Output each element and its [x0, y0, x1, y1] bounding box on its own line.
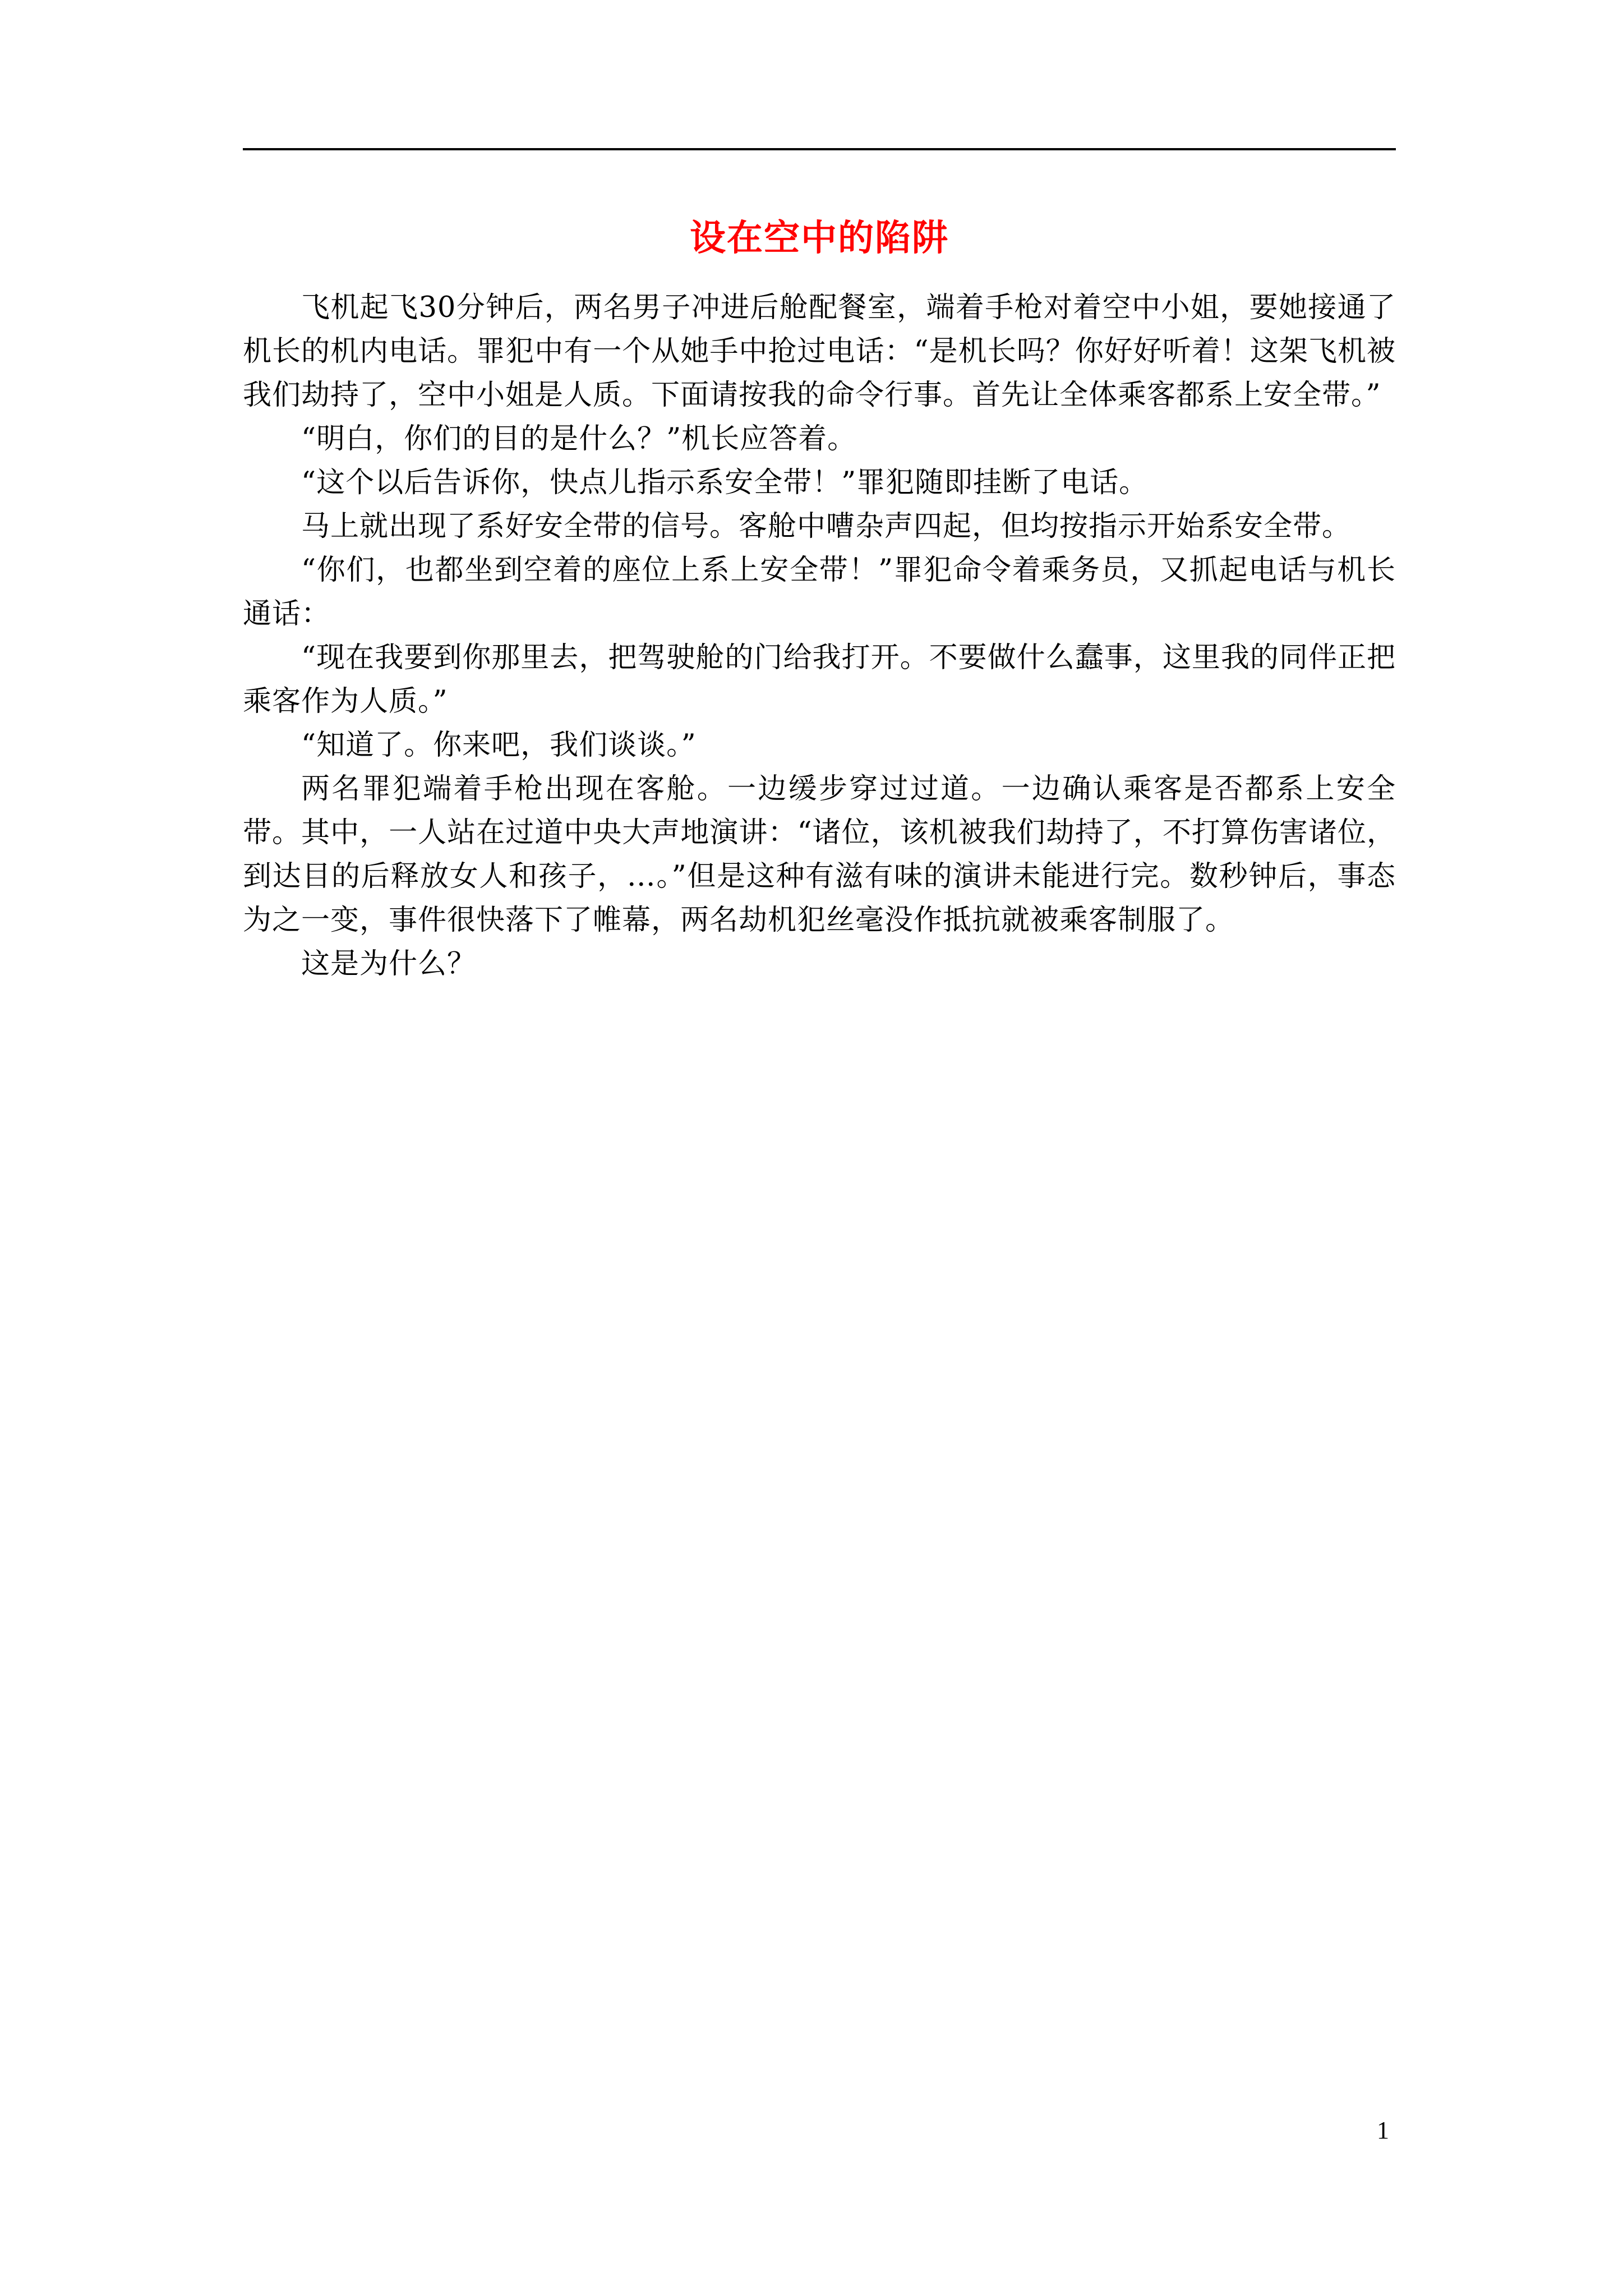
paragraph-9: 这是为什么？: [301, 947, 477, 981]
paragraph-3: “这个以后告诉你，快点儿指示系安全带！”罪犯随即挂断了电话。: [301, 466, 1149, 499]
paragraph-2: “明白，你们的目的是什么？”机长应答着。: [301, 422, 857, 455]
paragraph-1: 飞机起飞30分钟后，两名男子冲进后舱配餐室，端着手枪对着空中小姐，要她接通了机长的机内电话。罪犯中有一个从她手中抢过电话：“是机长吗？你好好听着！这架飞机被我们劫持了，空中小姐是人质。下面请按我的命令行事。首先让全体乘客都系上安全带。”: [243, 291, 1396, 412]
paragraph-6: “现在我要到你那里去，把驾驶舱的门给我打开。不要做什么蠢事，这里我的同伴正把乘客作为人质。”: [243, 641, 1396, 718]
document-body: [243, 286, 1396, 986]
paragraph-8: 两名罪犯端着手枪出现在客舱。一边缓步穿过过道。一边确认乘客是否都系上安全带。其中，一人站在过道中央大声地演讲：“诸位，该机被我们劫持了，不打算伤害诸位，到达目的后释放女人和孩子，…。”但是这种有滋有味的演讲未能进行完。数秒钟后，事态为之一变，事件很快落下了帷幕，两名劫机犯丝毫没作抵抗就被乘客制服了。: [243, 772, 1396, 937]
document-title: 设在空中的陷阱: [690, 217, 949, 259]
paragraph-5: “你们，也都坐到空着的座位上系上安全带！”罪犯命令着乘务员，又抓起电话与机长通话：: [243, 554, 1396, 631]
paragraph-7: “知道了。你来吧，我们谈谈。”: [301, 729, 697, 762]
page-number: 1: [1377, 2116, 1389, 2144]
paragraph-4: 马上就出现了系好安全带的信号。客舱中嘈杂声四起，但均按指示开始系安全带。: [301, 510, 1352, 543]
header-rule: [243, 148, 1396, 150]
